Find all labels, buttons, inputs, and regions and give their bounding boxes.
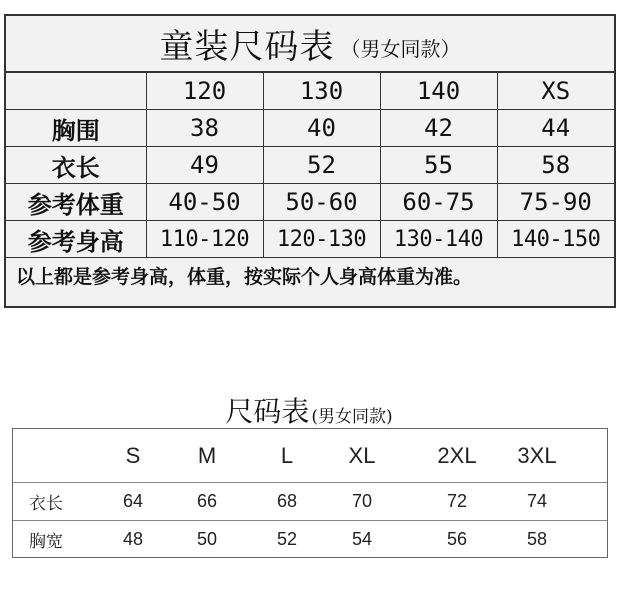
column-header: 120	[146, 73, 263, 110]
table-cell: 38	[146, 110, 263, 147]
size-chart-subtitle: (男女同款)	[311, 407, 393, 427]
row-label: 衣长	[29, 494, 63, 514]
table-header-row	[13, 429, 607, 483]
table-cell: 72	[446, 491, 468, 511]
kids-size-chart-header	[6, 16, 614, 72]
size-note: 以上都是参考身高，体重，按实际个人身高体重为准。	[16, 266, 473, 288]
table-cell: 60-75	[380, 184, 497, 221]
column-header: S	[125, 442, 141, 468]
table-row	[6, 147, 614, 184]
row-label: 参考体重	[6, 184, 146, 221]
table-cell: 66	[196, 491, 218, 511]
table-cell: 130-140	[380, 221, 497, 258]
table-header-row	[6, 73, 614, 110]
table-cell: 56	[446, 528, 468, 549]
table-cell: 140-150	[497, 221, 614, 258]
row-label: 胸围	[6, 110, 146, 147]
table-cell: 44	[497, 110, 614, 147]
size-chart-header	[0, 390, 618, 430]
table-row	[13, 483, 607, 521]
table-cell: 40-50	[146, 184, 263, 221]
table-cell: 42	[380, 110, 497, 147]
kids-size-chart-subtitle: （男女同款）	[340, 37, 461, 61]
table-cell: 54	[351, 528, 373, 549]
table-cell: 120-130	[263, 221, 380, 258]
table-cell: 110-120	[146, 221, 263, 258]
table-cell: 70	[351, 491, 373, 511]
table-cell: 50	[196, 528, 218, 549]
column-header: 2XL	[437, 442, 477, 468]
size-chart-title: 尺码表	[225, 395, 310, 428]
row-label: 衣长	[6, 147, 146, 184]
table-row	[6, 221, 614, 258]
row-label: 参考身高	[6, 221, 146, 258]
table-cell: 49	[146, 147, 263, 184]
table-cell: 48	[122, 528, 144, 549]
kids-size-chart	[4, 14, 616, 308]
column-header: 130	[263, 73, 380, 110]
kids-size-chart-title: 童装尺码表	[159, 27, 335, 67]
table-cell: 75-90	[497, 184, 614, 221]
table-cell: 55	[380, 147, 497, 184]
column-header: XS	[497, 73, 614, 110]
table-row	[6, 110, 614, 147]
table-cell: 64	[122, 491, 144, 511]
table-cell: 58	[526, 528, 548, 549]
size-table	[12, 428, 608, 558]
column-header: XL	[348, 442, 376, 468]
column-header: 140	[380, 73, 497, 110]
column-header: L	[280, 442, 294, 468]
table-row	[6, 184, 614, 221]
table-cell: 74	[526, 491, 548, 511]
table-cell: 52	[263, 147, 380, 184]
table-row	[13, 521, 607, 557]
column-header: M	[197, 442, 217, 468]
column-header: 3XL	[517, 442, 557, 468]
table-cell: 68	[276, 491, 298, 511]
table-cell: 50-60	[263, 184, 380, 221]
kids-size-table	[6, 72, 614, 258]
table-cell: 40	[263, 110, 380, 147]
table-cell: 52	[276, 528, 298, 549]
row-label: 胸宽	[29, 531, 63, 552]
corner-cell	[6, 73, 146, 110]
table-cell: 58	[497, 147, 614, 184]
